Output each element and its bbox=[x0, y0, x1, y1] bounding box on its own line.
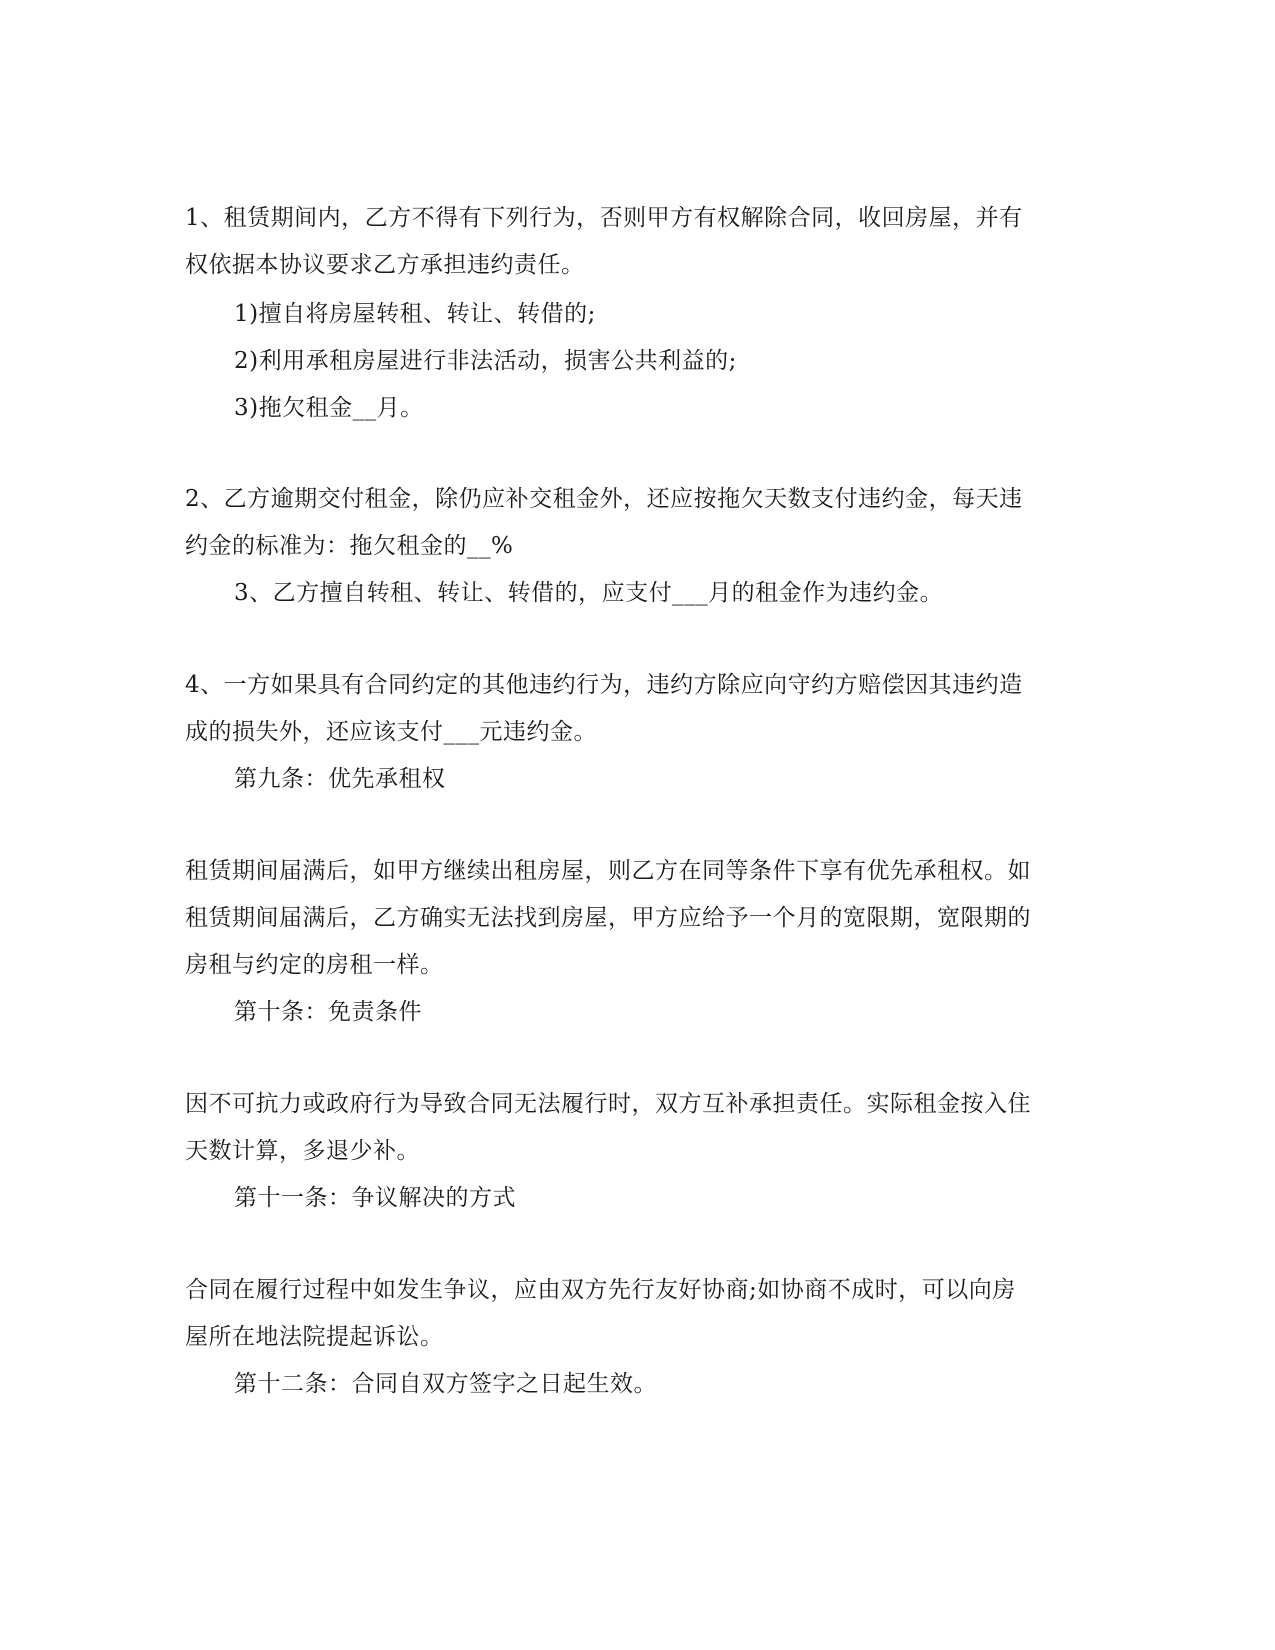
article-11-line-2: 屋所在地法院提起诉讼。 bbox=[185, 1324, 444, 1350]
article-11-heading: 第十一条：争议解决的方式 bbox=[234, 1185, 516, 1211]
clause-1-line-2: 权依据本协议要求乙方承担违约责任。 bbox=[185, 252, 585, 278]
article-10-heading: 第十条：免责条件 bbox=[234, 999, 422, 1025]
clause-2-line-2: 约金的标准为：拖欠租金的__% bbox=[185, 533, 514, 559]
clause-1-item-1: 1)擅自将房屋转租、转让、转借的; bbox=[234, 301, 596, 327]
article-9-line-1: 租赁期间届满后，如甲方继续出租房屋，则乙方在同等条件下享有优先承租权。如 bbox=[185, 858, 1031, 884]
article-9-line-3: 房租与约定的房租一样。 bbox=[185, 952, 444, 978]
clause-1-item-2: 2)利用承租房屋进行非法活动，损害公共利益的; bbox=[234, 348, 737, 374]
clause-2-line-1: 2、乙方逾期交付租金，除仍应补交租金外，还应按拖欠天数支付违约金，每天违 bbox=[185, 486, 1023, 512]
clause-4-line-2: 成的损失外，还应该支付___元违约金。 bbox=[185, 719, 597, 745]
article-12-heading: 第十二条：合同自双方签字之日起生效。 bbox=[234, 1371, 657, 1397]
article-11-line-1: 合同在履行过程中如发生争议，应由双方先行友好协商;如协商不成时，可以向房 bbox=[185, 1277, 1016, 1303]
clause-1-item-3: 3)拖欠租金__月。 bbox=[234, 395, 424, 421]
clause-3: 3、乙方擅自转租、转让、转借的，应支付___月的租金作为违约金。 bbox=[234, 580, 944, 606]
article-10-line-2: 天数计算，多退少补。 bbox=[185, 1138, 420, 1164]
article-9-line-2: 租赁期间届满后，乙方确实无法找到房屋，甲方应给予一个月的宽限期，宽限期的 bbox=[185, 905, 1031, 931]
article-9-heading: 第九条：优先承租权 bbox=[234, 766, 446, 792]
article-10-line-1: 因不可抗力或政府行为导致合同无法履行时，双方互补承担责任。实际租金按入住 bbox=[185, 1091, 1031, 1117]
clause-1-line-1: 1、租赁期间内，乙方不得有下列行为，否则甲方有权解除合同，收回房屋，并有 bbox=[185, 205, 1023, 231]
clause-4-line-1: 4、一方如果具有合同约定的其他违约行为，违约方除应向守约方赔偿因其违约造 bbox=[185, 672, 1023, 698]
